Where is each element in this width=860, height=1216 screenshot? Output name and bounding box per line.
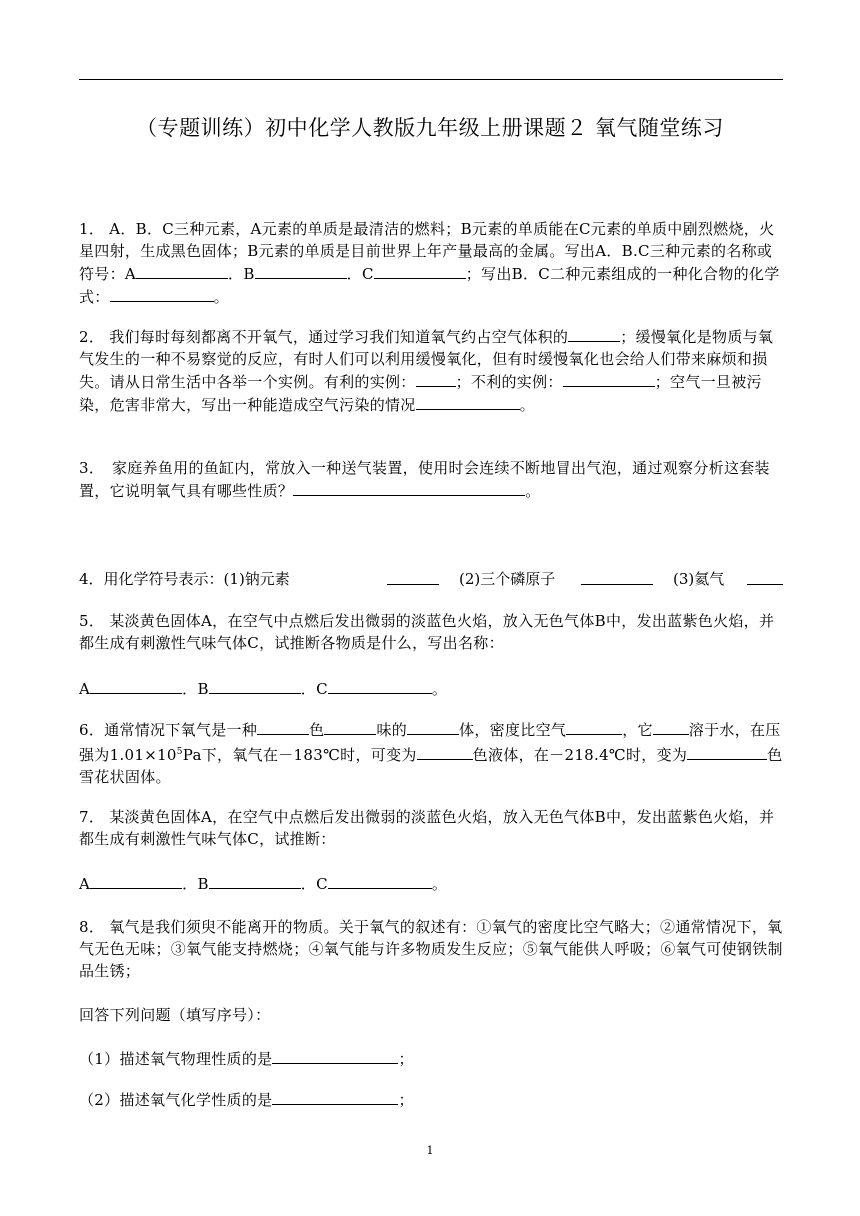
answer-blank-phosphorus[interactable] — [581, 568, 653, 585]
question-7-end: 。 — [431, 875, 448, 893]
answer-blank-c[interactable] — [374, 262, 466, 279]
question-4-part-1: 4．用化学符号表示：(1)钠元素 — [79, 570, 290, 588]
question-8-sub-2 — [79, 1088, 783, 1111]
question-1-end: 。 — [213, 288, 229, 306]
question-1-label-b: ．B — [228, 265, 255, 283]
question-4-part-2: (2)三个磷原子 — [459, 570, 556, 588]
question-3-text: 3． 家庭养鱼用的鱼缸内，常放入一种送气装置，使用时会连续不断地冒出气泡，通过观察分析这套装置，它说明氧气具有哪些性质？ — [79, 459, 770, 500]
sub-question-1-end: ； — [398, 1050, 414, 1068]
answer-blank-a[interactable] — [136, 262, 228, 279]
sub-question-1-text: （1）描述氧气物理性质的是 — [79, 1050, 273, 1068]
answer-blank-formula[interactable] — [110, 285, 214, 302]
question-1-text: 1． A．B．C三种元素，A元素的单质是最清洁的燃料；B元素的单质能在C元素的单质中剧烈燃烧，火星四射，生成黑色固体；B元素的单质是目前世界上年产量最高的金属。写出A．B.C三种元素的名称或符号：A — [79, 220, 775, 283]
question-7-answers — [79, 872, 783, 895]
question-7-label-b: ．B — [182, 875, 209, 893]
answer-blank-pollution[interactable] — [416, 393, 520, 410]
question-3 — [79, 457, 783, 502]
question-3-end: 。 — [525, 482, 541, 500]
question-4-part-3: (3)氦气 — [673, 570, 725, 588]
answer-blank-7a[interactable] — [90, 872, 182, 889]
question-1-text-formula: ；写出B．C二种元素组成的一种化合物的化学式： — [79, 265, 780, 306]
answer-blank-physical[interactable] — [272, 1047, 398, 1064]
question-6-text-9: 色雪花状固体。 — [79, 746, 783, 786]
answer-blank-harmful[interactable] — [563, 370, 655, 387]
answer-blank-smell[interactable] — [324, 718, 376, 735]
question-8-text: 8． 氧气是我们须臾不能离开的物质。关于氧气的叙述有：①氧气的密度比空气略大；②通常情况下，氧气无色无味；③氧气能支持燃烧；④氧气能与许多物质发生反应；⑤氧气能供人呼吸；⑥氧气可使钢铁制品生锈； — [79, 918, 783, 980]
answer-blank-properties[interactable] — [293, 479, 525, 496]
question-5-label-a: A — [79, 680, 91, 698]
question-6-text-6: 溶于水，在压强为1.01×10 — [79, 721, 781, 764]
question-7 — [79, 806, 783, 850]
answer-blank-solid-color[interactable] — [687, 743, 767, 760]
question-2-text-d: ；空气一旦被污染，危害非常大，写出一种能造成空气污染的情况 — [79, 373, 762, 414]
answer-blank-liquid-color[interactable] — [417, 743, 473, 760]
question-2-text-c: ；不利的实例： — [455, 373, 563, 391]
question-5-label-b: ．B — [182, 680, 209, 698]
question-5-answers — [79, 677, 783, 700]
question-6 — [79, 718, 783, 788]
question-2-text-b: ；缓慢氧化是物质与氧气发生的一种不易察觉的反应，有时人们可以利用缓慢氧化，但有时缓慢氧化也会给人们带来麻烦和损失。请从日常生活中各举一个实例。有利的实例： — [79, 328, 774, 391]
question-6-text-3: 味的 — [376, 721, 408, 739]
question-6-text-5: ，它 — [622, 721, 653, 739]
answer-blank-b[interactable] — [255, 262, 347, 279]
answer-blank-7c[interactable] — [328, 872, 432, 889]
question-7-label-a: A — [79, 875, 91, 893]
answer-blank-sodium[interactable] — [387, 568, 439, 585]
exponent: 5 — [176, 747, 183, 757]
question-8 — [79, 916, 783, 982]
header-rule — [79, 79, 783, 80]
answer-blank-5a[interactable] — [90, 677, 182, 694]
sub-question-2-end: ； — [398, 1091, 414, 1109]
question-6-text-1: 6．通常情况下氧气是一种 — [79, 721, 258, 739]
question-6-text-7: Pa下，氧气在－183℃时，可变为 — [182, 746, 417, 764]
answer-blank-chemical[interactable] — [272, 1088, 398, 1105]
answer-blank-density[interactable] — [566, 718, 622, 735]
question-2 — [79, 325, 783, 416]
question-8-prompt: 回答下列问题（填写序号）： — [79, 1006, 271, 1024]
page-title: （专题训练）初中化学人教版九年级上册课题２ 氧气随堂练习 — [136, 116, 724, 140]
question-6-text-4: 体，密度比空气 — [459, 721, 567, 739]
answer-blank-helium[interactable] — [747, 568, 783, 585]
answer-blank-5c[interactable] — [328, 677, 432, 694]
answer-blank-state[interactable] — [407, 718, 459, 735]
answer-blank-beneficial[interactable] — [416, 370, 456, 387]
question-7-text: 7． 某淡黄色固体A，在空气中点燃后发出微弱的淡蓝色火焰，放入无色气体B中，发出蓝紫色火焰，并都生成有刺激性气味气体C，试推断： — [79, 808, 775, 848]
page-number: 1 — [426, 1144, 434, 1157]
question-1 — [79, 218, 783, 308]
answer-blank-solubility[interactable] — [653, 718, 689, 735]
sub-question-2-text: （2）描述氧气化学性质的是 — [79, 1091, 273, 1109]
question-6-text-2: 色 — [309, 721, 325, 739]
answer-blank-volume[interactable] — [568, 325, 620, 342]
answer-blank-color[interactable] — [257, 718, 309, 735]
question-5-text: 5． 某淡黄色固体A，在空气中点燃后发出微弱的淡蓝色火焰，放入无色气体B中，发出蓝紫色火焰，并都生成有刺激性气味气体C，试推断各物质是什么，写出名称： — [79, 612, 775, 652]
question-2-text: 2． 我们每时每刻都离不开氧气，通过学习我们知道氧气约占空气体积的 — [79, 328, 569, 346]
question-1-label-c: ．C — [346, 265, 374, 283]
answer-blank-5b[interactable] — [209, 677, 301, 694]
question-7-label-c: ．C — [300, 875, 328, 893]
answer-blank-7b[interactable] — [209, 872, 301, 889]
question-8-sub-1 — [79, 1047, 783, 1070]
question-6-text-8: 色液体，在－218.4℃时，变为 — [472, 746, 688, 764]
question-5 — [79, 610, 783, 654]
question-5-end: 。 — [431, 680, 448, 698]
question-5-label-c: ．C — [300, 680, 328, 698]
question-2-end: 。 — [519, 396, 535, 414]
